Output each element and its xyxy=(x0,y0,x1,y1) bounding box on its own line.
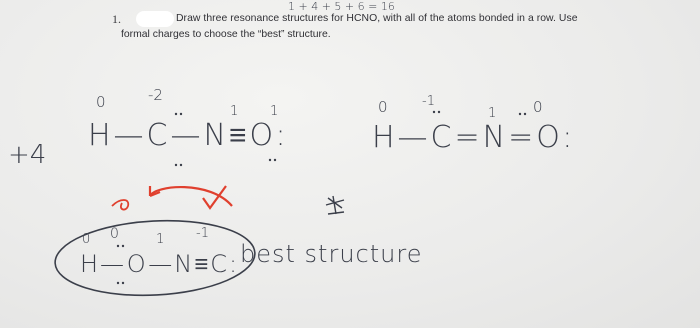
formal-charge-h: 0 xyxy=(96,93,106,111)
lewis-structure-formula: H—C—N≡O: xyxy=(88,118,289,153)
electron-count-note: 1 + 4 + 5 + 6 = 16 xyxy=(288,0,395,13)
formal-charge-o: 1 xyxy=(270,104,279,119)
formal-charge-n: 1 xyxy=(156,232,165,247)
scribble-mark xyxy=(326,196,344,214)
best-structure-circle xyxy=(53,216,257,300)
formal-charge-o: 0 xyxy=(533,98,543,116)
formal-charge-o: 0 xyxy=(110,226,119,242)
score-mark: +4 xyxy=(8,140,47,170)
formal-charge-c: -1 xyxy=(422,94,435,109)
formal-charge-n: 1 xyxy=(488,106,497,121)
formal-charge-n: 1 xyxy=(230,104,239,119)
formal-charge-c: -2 xyxy=(148,86,163,104)
question-text-line-1: Draw three resonance structures for HCNO, with all of the atoms bonded in a row. Use xyxy=(176,13,578,24)
formal-charge-h: 0 xyxy=(378,98,388,116)
red-swirl-mark xyxy=(112,200,128,210)
formal-charge-h: 0 xyxy=(82,232,91,247)
lewis-structure-formula: H—C=N=O: xyxy=(372,120,576,155)
question-number: 1. xyxy=(112,12,121,26)
question-text-line-2: formal charges to choose the “best” structure. xyxy=(121,29,331,40)
best-structure-label: best structure xyxy=(240,240,423,268)
formal-charge-c: -1 xyxy=(196,226,209,241)
lewis-structure-formula: H—O—N≡C: xyxy=(80,250,240,278)
